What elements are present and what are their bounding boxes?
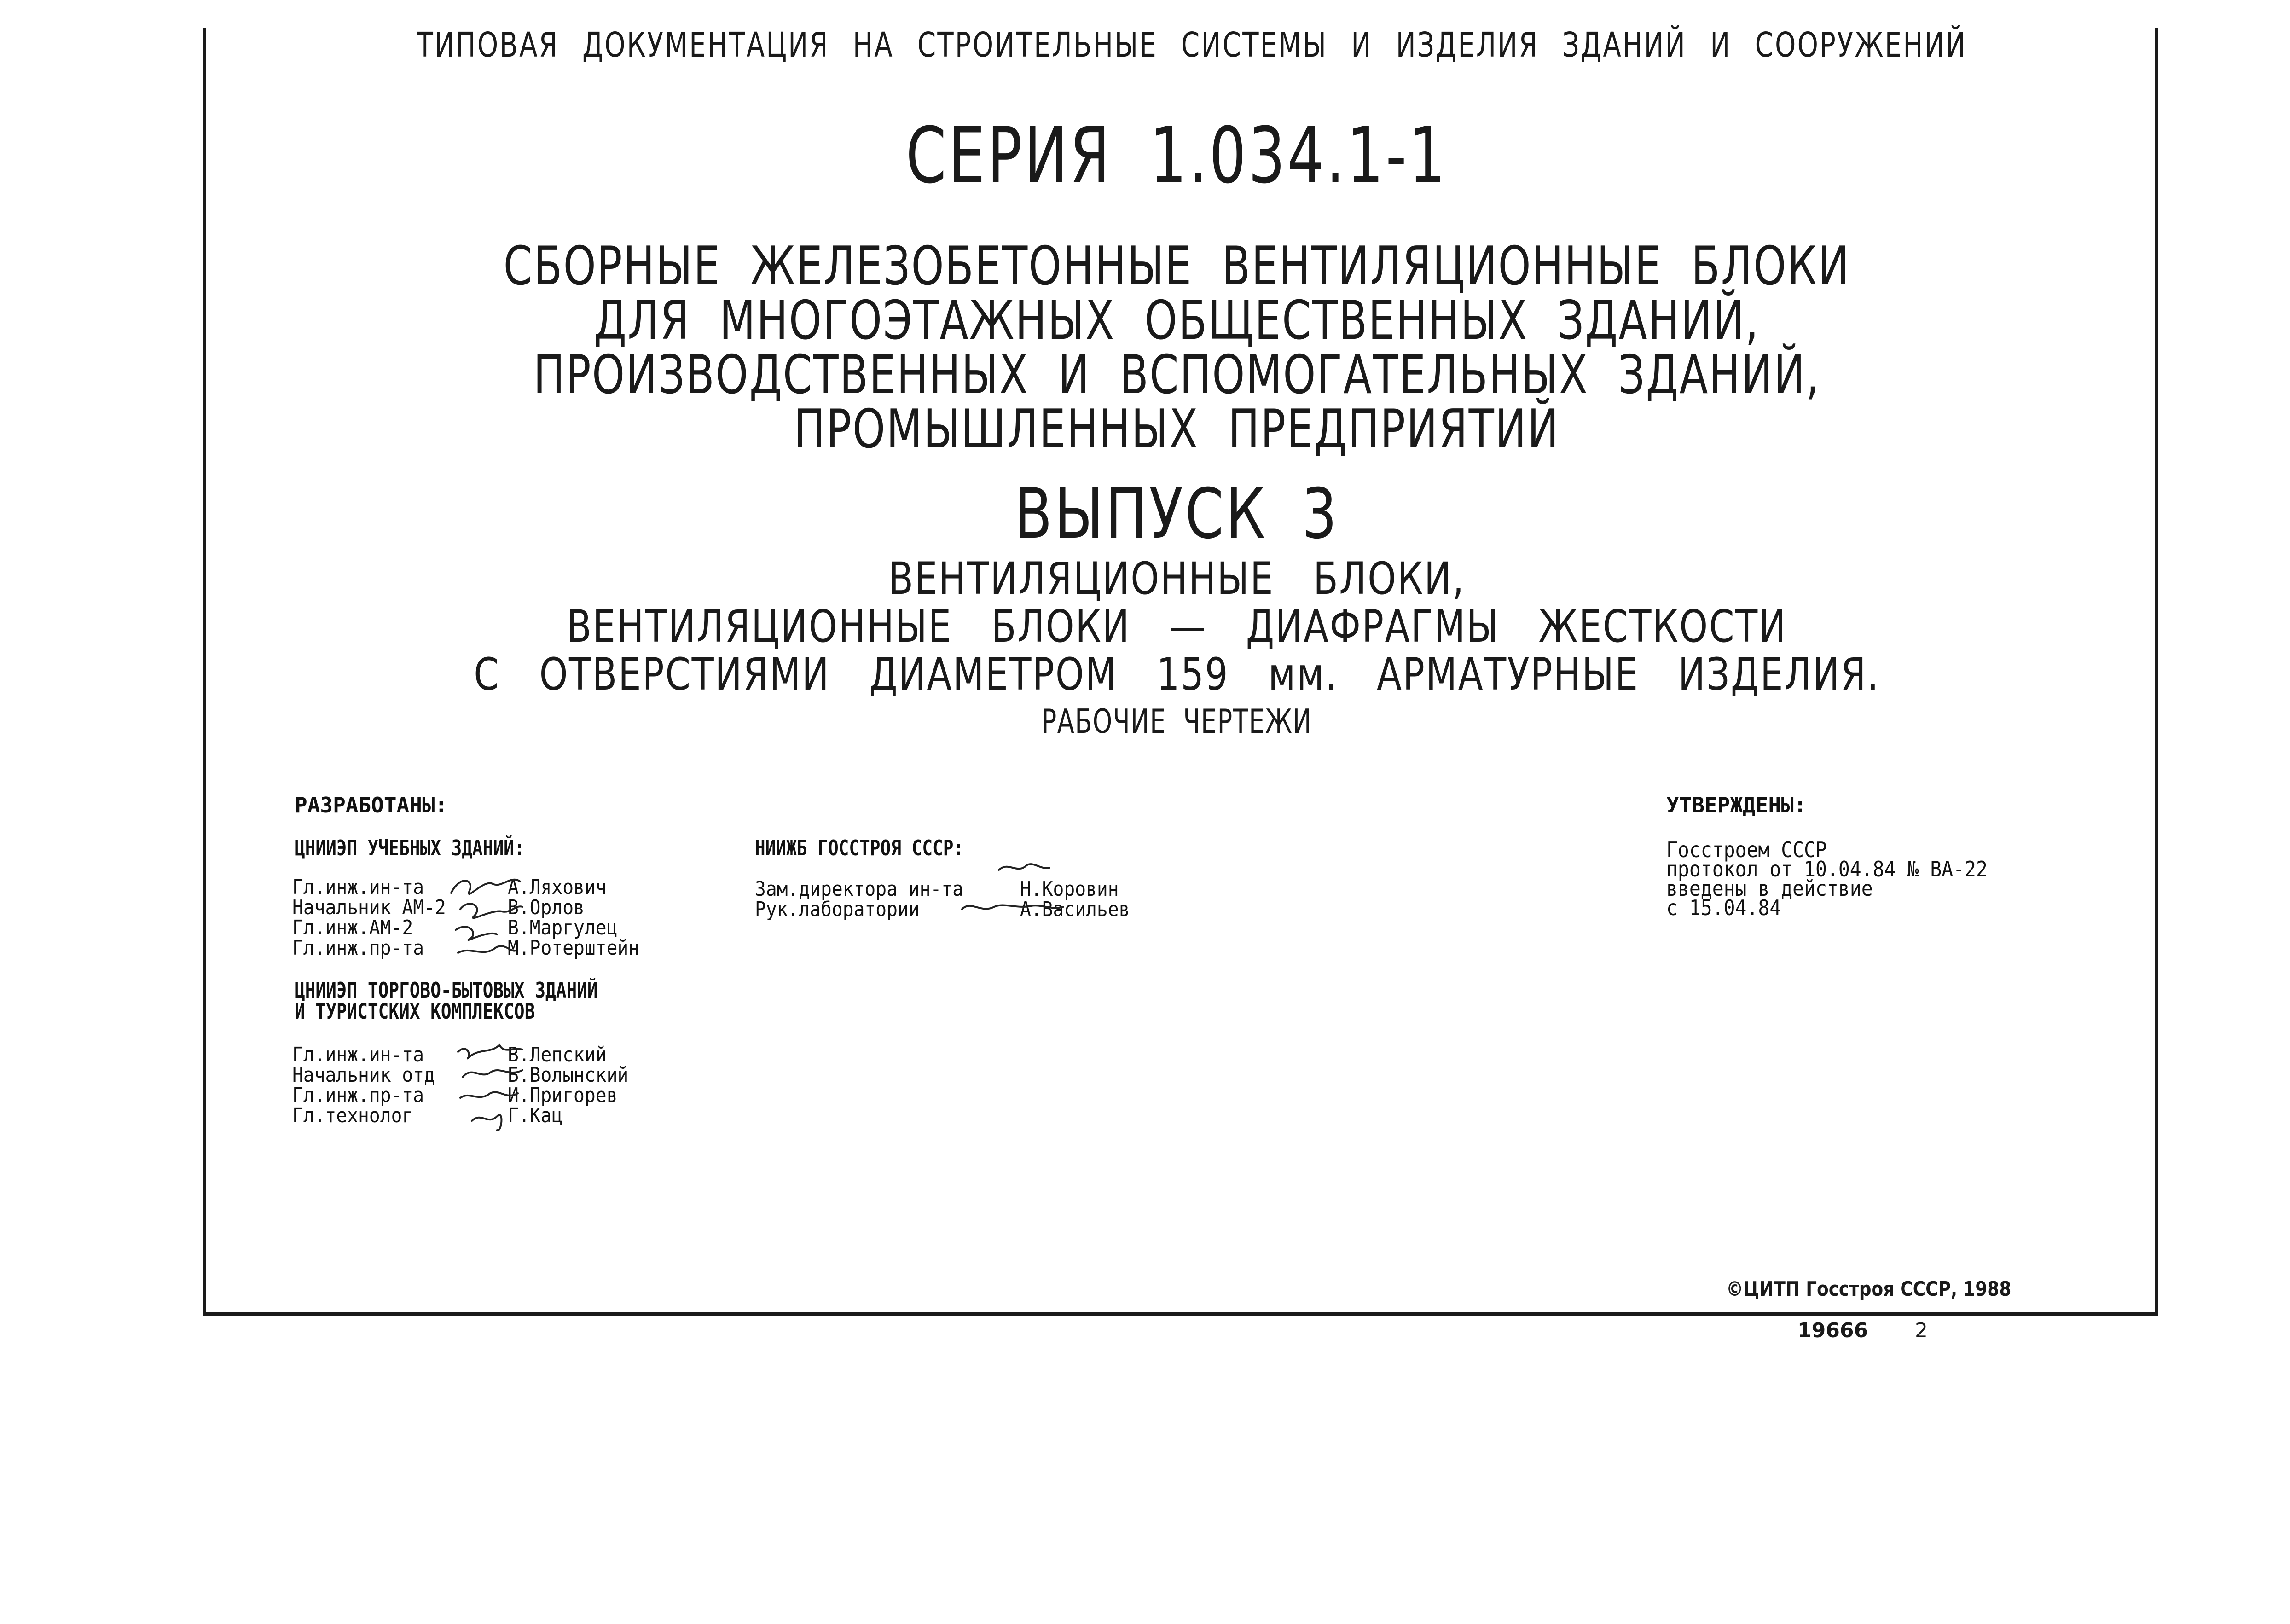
signature-group-org2 [453,1033,536,1135]
org1-name: ЦНИИЭП УЧЕБНЫХ ЗДАНИЙ: [295,835,525,860]
staff-role: Гл.технолог [292,1104,413,1127]
approval-line: с 15.04.84 [1666,895,1781,920]
staff-role: Зам.директора ин-та [755,877,963,901]
signature-group-org3 [953,856,1073,925]
subtitle-line: ДЛЯ МНОГОЭТАЖНЫХ ОБЩЕСТВЕННЫХ ЗДАНИЙ, [594,290,1760,352]
description-line: ВЕНТИЛЯЦИОННЫЕ БЛОКИ — ДИАФРАГМЫ ЖЕСТКОСТИ [566,601,1787,652]
staff-role: Начальник АМ-2 [292,896,446,919]
staff-name: М.Ротерштейн [508,936,640,960]
subtitle-line: СБОРНЫЕ ЖЕЛЕЗОБЕТОННЫЕ ВЕНТИЛЯЦИОННЫЕ БЛОКИ [503,235,1850,297]
staff-role: Гл.инж.АМ-2 [292,916,413,940]
staff-name: И.Пригорев [508,1084,618,1107]
drawings-label: РАБОЧИЕ ЧЕРТЕЖИ [1041,702,1312,741]
issue-description [378,555,1976,698]
copyright-notice: ©ЦИТП Госстроя СССР, 1988 [1726,1277,2012,1301]
signature-group-org1 [442,865,534,967]
subtitle-line: ПРОМЫШЛЕННЫХ ПРЕДПРИЯТИЙ [794,398,1560,460]
staff-name: В.Маргулец [508,916,618,940]
staff-name: Н.Коровин [1020,877,1119,901]
staff-name: А.Васильев [1020,898,1130,921]
staff-row [755,899,1130,920]
approval-line: введены в действие [1666,876,1873,901]
series-subtitle [417,235,1937,460]
org2-name-line: И ТУРИСТСКИХ КОМПЛЕКСОВ [295,999,535,1024]
staff-role: Рук.лаборатории [755,898,920,921]
approved-heading: УТВЕРЖДЕНЫ: [1666,793,1807,818]
staff-row [292,898,585,918]
approval-details [1666,837,1988,920]
series-title: СЕРИЯ 1.034.1-1 [906,110,1448,201]
staff-name: Г.Кац [508,1104,563,1127]
description-line: ВЕНТИЛЯЦИОННЫЕ БЛОКИ, [888,553,1465,604]
staff-role: Гл.инж.ин-та [292,1043,424,1067]
subtitle-line: ПРОИЗВОДСТВЕННЫХ И ВСПОМОГАТЕЛЬНЫХ ЗДАНИЙ, [533,344,1820,406]
staff-role: Гл.инж.пр-та [292,1084,424,1107]
org2-name [295,980,598,1022]
document-number: 19666 [1797,1319,1868,1342]
approval-line: протокол от 10.04.84 № ВА-22 [1666,857,1988,882]
staff-role: Гл.инж.ин-та [292,876,424,899]
staff-row [292,1045,607,1065]
developed-heading: РАЗРАБОТАНЫ: [295,793,448,818]
staff-name: А.Ляхович [508,876,607,899]
org3-name: НИИЖБ ГОССТРОЯ СССР: [755,835,964,860]
staff-role: Гл.инж.пр-та [292,936,424,960]
staff-role: Начальник отд [292,1063,435,1087]
staff-name: В.Орлов [508,896,585,919]
issue-title: ВЫПУСК 3 [1014,474,1339,554]
sheet-number: 2 [1915,1319,1928,1342]
staff-name: Б.Волынский [508,1063,629,1087]
documentation-header: ТИПОВАЯ ДОКУМЕНТАЦИЯ НА СТРОИТЕЛЬНЫЕ СИСТЕМЫ И ИЗДЕЛИЯ ЗДАНИЙ И СООРУЖЕНИЙ [417,25,1967,65]
staff-name: В.Лепский [508,1043,607,1067]
approval-line: Госстроем СССР [1666,837,1827,862]
description-line: С ОТВЕРСТИЯМИ ДИАМЕТРОМ 159 мм. АРМАТУРНЫЕ ИЗДЕЛИЯ. [474,649,1880,700]
org2-name-line: ЦНИИЭП ТОРГОВО-БЫТОВЫХ ЗДАНИЙ [295,978,598,1003]
